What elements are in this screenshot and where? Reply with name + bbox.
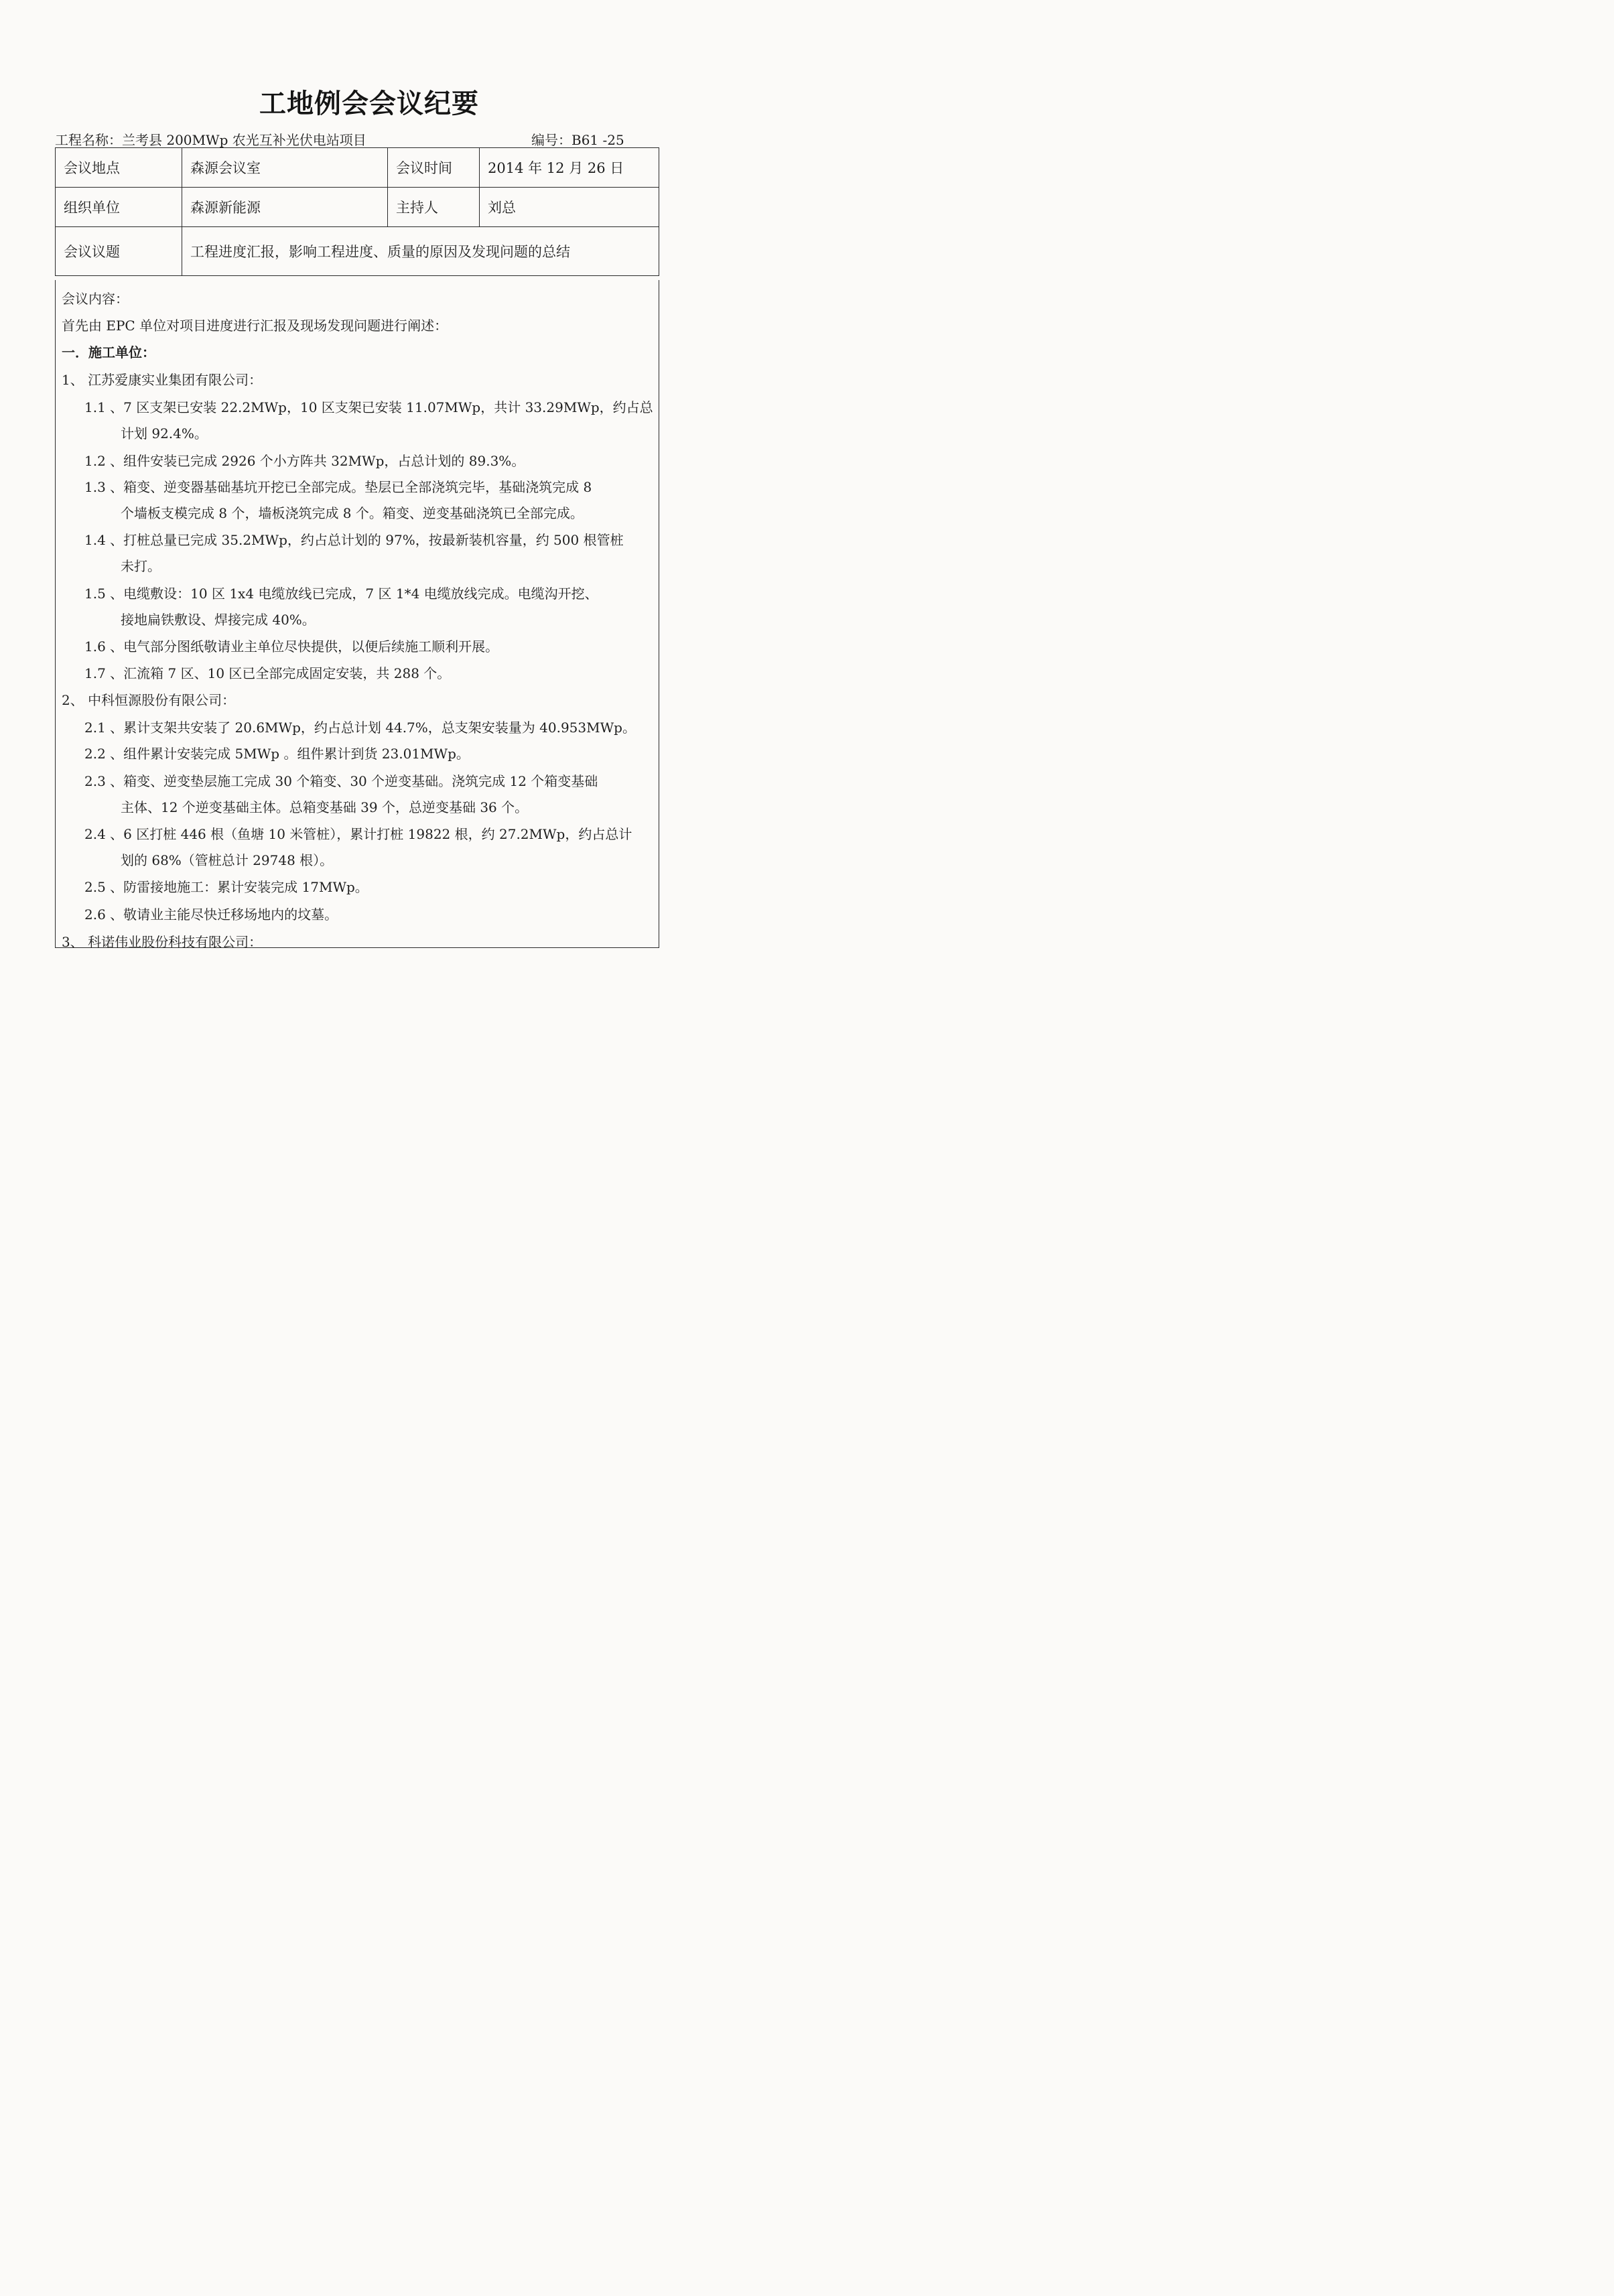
content-line: 1.5 、电缆敷设：10 区 1x4 电缆放线已完成，7 区 1*4 电缆放线完成。电缆沟开挖、	[84, 586, 598, 602]
table-row	[56, 148, 659, 188]
content-line: 1.6 、电气部分图纸敬请业主单位尽快提供，以便后续施工顺利开展。	[84, 638, 499, 655]
content-line: 2.4 、6 区打桩 446 根（鱼塘 10 米管桩），累计打桩 19822 根，约 27.2MWp，约占总计	[84, 826, 632, 842]
topic-value: 工程进度汇报，影响工程进度、质量的原因及发现问题的总结	[182, 227, 659, 276]
content-line: 未打。	[121, 558, 161, 574]
section-heading: 一．施工单位：	[62, 344, 155, 360]
content-heading: 会议内容：	[62, 291, 129, 307]
document-title: 工地例会会议纪要	[259, 88, 479, 119]
topic-label: 会议议题	[56, 227, 182, 276]
table-row	[56, 227, 659, 276]
meeting-info-table	[55, 147, 659, 276]
content-line: 2.1 、累计支架共安装了 20.6MWp，约占总计划 44.7%，总支架安装量为 40.953MWp。	[84, 720, 636, 736]
time-value: 2014 年 12 月 26 日	[480, 148, 659, 188]
content-line: 接地扁铁敷设、焊接完成 40%。	[121, 612, 316, 628]
content-line: 2.2 、组件累计安装完成 5MWp 。组件累计到货 23.01MWp。	[84, 746, 470, 762]
content-line: 1.3 、箱变、逆变器基础基坑开挖已全部完成。垫层已全部浇筑完毕，基础浇筑完成 8	[84, 479, 592, 495]
content-line: 个墙板支模完成 8 个，墙板浇筑完成 8 个。箱变、逆变基础浇筑已全部完成。	[121, 505, 584, 521]
content-line: 主体、12 个逆变基础主体。总箱变基础 39 个，总逆变基础 36 个。	[121, 799, 529, 815]
content-line: 1.1 、7 区支架已安装 22.2MWp，10 区支架已安装 11.07MWp，共计 33.29MWp，约占总	[84, 399, 653, 415]
company-heading: 1、 江苏爱康实业集团有限公司：	[62, 372, 263, 388]
time-label: 会议时间	[388, 148, 480, 188]
content-line: 1.4 、打桩总量已完成 35.2MWp，约占总计划的 97%，按最新装机容量，约 500 根管桩	[84, 532, 624, 548]
company-heading: 3、 科诺伟业股份科技有限公司：	[62, 934, 263, 950]
host-value: 刘总	[480, 188, 659, 227]
content-line: 划的 68%（管桩总计 29748 根）。	[121, 852, 334, 868]
content-line: 2.5 、防雷接地施工：累计安装完成 17MWp。	[84, 879, 368, 895]
company-heading: 2、 中科恒源股份有限公司：	[62, 692, 236, 708]
org-value: 森源新能源	[182, 188, 388, 227]
project-name: 工程名称：兰考县 200MWp 农光互补光伏电站项目	[55, 132, 366, 148]
host-label: 主持人	[388, 188, 480, 227]
table-row	[56, 188, 659, 227]
document-number: 编号：B61 -25	[531, 132, 624, 148]
content-line: 1.7 、汇流箱 7 区、10 区已全部完成固定安装，共 288 个。	[84, 665, 451, 681]
content-line: 2.6 、敬请业主能尽快迁移场地内的坟墓。	[84, 906, 338, 923]
location-label: 会议地点	[56, 148, 182, 188]
org-label: 组织单位	[56, 188, 182, 227]
content-line: 计划 92.4%。	[121, 425, 208, 442]
location-value: 森源会议室	[182, 148, 388, 188]
content-line: 2.3 、箱变、逆变垫层施工完成 30 个箱变、30 个逆变基础。浇筑完成 12 个箱变基础	[84, 773, 598, 789]
content-line: 1.2 、组件安装已完成 2926 个小方阵共 32MWp，占总计划的 89.3%。	[84, 453, 525, 469]
content-line: 首先由 EPC 单位对项目进度进行汇报及现场发现问题进行阐述：	[62, 318, 448, 334]
